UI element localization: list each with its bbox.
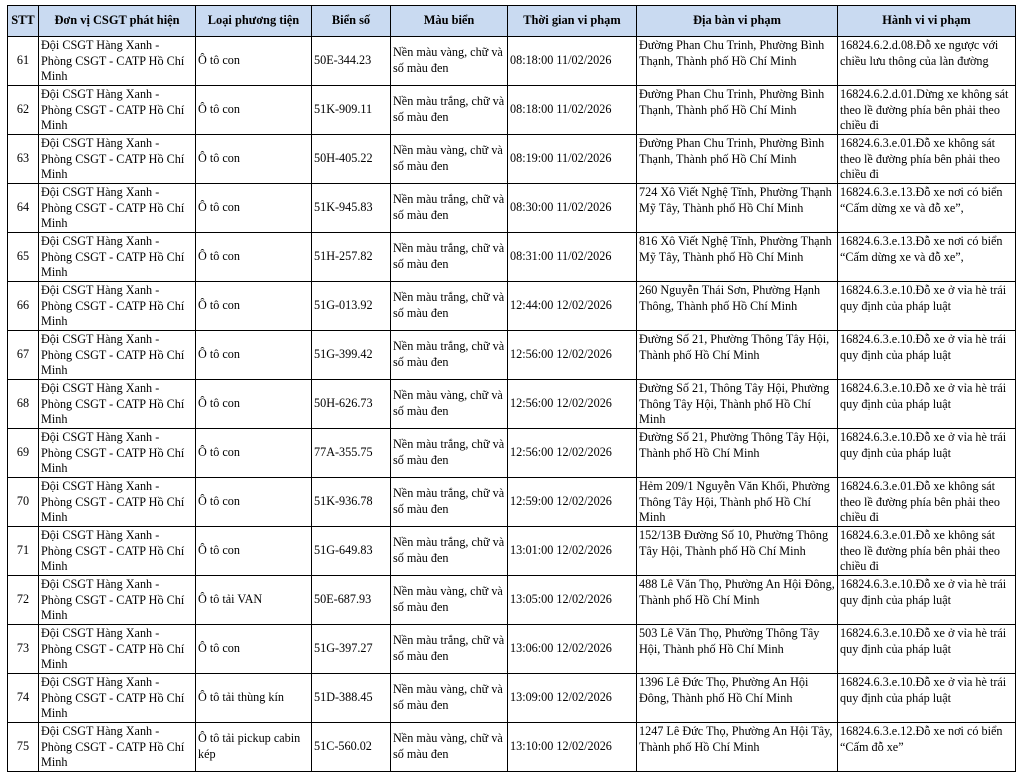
- cell-vehicle-type: [196, 380, 312, 429]
- cell-plate-color-text: Nền màu vàng, chữ và số màu đen: [393, 584, 503, 614]
- cell-vehicle-type-text: Ô tô con: [198, 641, 240, 656]
- cell-vehicle-type: [196, 429, 312, 478]
- cell-unit: [39, 86, 196, 135]
- cell-location-text: 260 Nguyễn Thái Sơn, Phường Hạnh Thông, Thành phố Hồ Chí Minh: [639, 283, 821, 313]
- cell-plate-color-text: Nền màu vàng, chữ và số màu đen: [393, 388, 503, 418]
- cell-vehicle-type-text: Ô tô tải VAN: [198, 592, 263, 607]
- cell-plate-color: [391, 331, 508, 380]
- cell-location-text: 503 Lê Văn Thọ, Phường Thông Tây Hội, Thành phố Hồ Chí Minh: [639, 626, 820, 656]
- cell-plate-text: 51G-013.92: [314, 298, 373, 313]
- cell-violation-text: 16824.6.3.e.12.Đỗ xe nơi có biển “Cấm đỗ xe”: [840, 724, 1003, 754]
- cell-time-text: 08:18:00 11/02/2026: [510, 102, 612, 117]
- cell-plate-color-text: Nền màu vàng, chữ và số màu đen: [393, 731, 503, 761]
- cell-plate-color: [391, 233, 508, 282]
- cell-time: [508, 380, 637, 429]
- cell-violation-text: 16824.6.3.e.10.Đỗ xe ở vỉa hè trái quy định của pháp luật: [840, 577, 1007, 607]
- cell-stt-text: 64: [16, 200, 30, 215]
- cell-plate-text: 77A-355.75: [314, 445, 373, 460]
- cell-plate-color-text: Nền màu trắng, chữ và số màu đen: [393, 339, 505, 369]
- cell-vehicle-type: [196, 625, 312, 674]
- cell-plate-color-text: Nền màu vàng, chữ và số màu đen: [393, 682, 503, 712]
- cell-plate-color: [391, 674, 508, 723]
- cell-stt: [8, 233, 39, 282]
- header-stt: STT: [8, 6, 39, 37]
- cell-location: [637, 184, 838, 233]
- cell-plate-color-text: Nền màu trắng, chữ và số màu đen: [393, 486, 505, 516]
- cell-violation: [838, 184, 1016, 233]
- cell-location: [637, 380, 838, 429]
- cell-violation: [838, 429, 1016, 478]
- cell-vehicle-type: [196, 184, 312, 233]
- cell-unit-text: Đội CSGT Hàng Xanh - Phòng CSGT - CATP Hồ Chí Minh: [41, 87, 185, 133]
- table-row: [8, 723, 1016, 772]
- cell-stt: [8, 37, 39, 86]
- cell-vehicle-type-text: Ô tô con: [198, 151, 240, 166]
- cell-location-text: 1247 Lê Đức Thọ, Phường An Hội Tây, Thành phố Hồ Chí Minh: [639, 724, 833, 754]
- cell-violation: [838, 478, 1016, 527]
- cell-violation: [838, 380, 1016, 429]
- cell-unit: [39, 331, 196, 380]
- cell-plate: [312, 576, 391, 625]
- cell-vehicle-type-text: Ô tô con: [198, 102, 240, 117]
- cell-unit-text: Đội CSGT Hàng Xanh - Phòng CSGT - CATP Hồ Chí Minh: [41, 332, 185, 378]
- cell-location-text: 488 Lê Văn Thọ, Phường An Hội Đông, Thành phố Hồ Chí Minh: [639, 577, 835, 607]
- cell-violation-text: 16824.6.3.e.10.Đỗ xe ở vỉa hè trái quy định của pháp luật: [840, 626, 1007, 656]
- cell-unit-text: Đội CSGT Hàng Xanh - Phòng CSGT - CATP Hồ Chí Minh: [41, 38, 185, 84]
- cell-time-text: 12:59:00 12/02/2026: [510, 494, 612, 509]
- cell-violation: [838, 86, 1016, 135]
- cell-stt: [8, 282, 39, 331]
- cell-unit: [39, 674, 196, 723]
- cell-plate: [312, 674, 391, 723]
- table-row: [8, 674, 1016, 723]
- cell-plate-text: 50H-405.22: [314, 151, 373, 166]
- table-row: [8, 331, 1016, 380]
- cell-location-text: 152/13B Đường Số 10, Phường Thông Tây Hội, Thành phố Hồ Chí Minh: [639, 528, 829, 558]
- table-row: [8, 135, 1016, 184]
- cell-location: [637, 576, 838, 625]
- violations-table: [7, 5, 1016, 772]
- cell-time-text: 12:56:00 12/02/2026: [510, 396, 612, 411]
- cell-plate: [312, 233, 391, 282]
- cell-stt: [8, 527, 39, 576]
- cell-violation: [838, 674, 1016, 723]
- cell-time: [508, 331, 637, 380]
- cell-plate-color-text: Nền màu trắng, chữ và số màu đen: [393, 192, 505, 222]
- cell-location: [637, 527, 838, 576]
- cell-stt: [8, 674, 39, 723]
- cell-vehicle-type: [196, 135, 312, 184]
- header-unit: Đơn vị CSGT phát hiện: [39, 6, 196, 37]
- cell-stt-text: 67: [16, 347, 30, 362]
- cell-plate: [312, 184, 391, 233]
- cell-location-text: Hẻm 209/1 Nguyễn Văn Khối, Phường Thông Tây Hội, Thành phố Hồ Chí Minh: [639, 479, 830, 525]
- cell-unit: [39, 37, 196, 86]
- cell-violation: [838, 282, 1016, 331]
- cell-unit-text: Đội CSGT Hàng Xanh - Phòng CSGT - CATP Hồ Chí Minh: [41, 430, 185, 476]
- cell-vehicle-type: [196, 478, 312, 527]
- cell-plate-color-text: Nền màu trắng, chữ và số màu đen: [393, 633, 505, 663]
- cell-violation: [838, 576, 1016, 625]
- cell-vehicle-type-text: Ô tô tải pickup cabin kép: [198, 731, 301, 761]
- table-row: [8, 625, 1016, 674]
- cell-violation-text: 16824.6.3.e.13.Đỗ xe nơi có biển “Cấm dừng xe và đỗ xe”,: [840, 185, 1003, 215]
- cell-violation: [838, 527, 1016, 576]
- cell-vehicle-type-text: Ô tô con: [198, 249, 240, 264]
- cell-location: [637, 331, 838, 380]
- cell-unit-text: Đội CSGT Hàng Xanh - Phòng CSGT - CATP Hồ Chí Minh: [41, 675, 185, 721]
- header-time: Thời gian vi phạm: [508, 6, 637, 37]
- cell-stt: [8, 380, 39, 429]
- cell-plate-color-text: Nền màu vàng, chữ và số màu đen: [393, 45, 503, 75]
- cell-location-text: Đường Số 21, Phường Thông Tây Hội, Thành phố Hồ Chí Minh: [639, 430, 830, 460]
- cell-plate: [312, 86, 391, 135]
- cell-unit: [39, 282, 196, 331]
- cell-violation-text: 16824.6.3.e.01.Đỗ xe không sát theo lề đường phía bên phải theo chiều đi: [840, 479, 1000, 525]
- cell-time: [508, 478, 637, 527]
- cell-plate-color: [391, 723, 508, 772]
- cell-violation-text: 16824.6.3.e.10.Đỗ xe ở vỉa hè trái quy định của pháp luật: [840, 283, 1007, 313]
- header-vehicle-type: Loại phương tiện: [196, 6, 312, 37]
- cell-stt-text: 61: [16, 53, 30, 68]
- table-row: [8, 37, 1016, 86]
- cell-location-text: Đường Phan Chu Trinh, Phường Bình Thạnh, Thành phố Hồ Chí Minh: [639, 38, 825, 68]
- cell-location: [637, 86, 838, 135]
- cell-violation-text: 16824.6.3.e.10.Đỗ xe ở vỉa hè trái quy định của pháp luật: [840, 332, 1007, 362]
- cell-vehicle-type-text: Ô tô con: [198, 396, 240, 411]
- cell-time: [508, 576, 637, 625]
- cell-stt-text: 63: [16, 151, 30, 166]
- cell-location-text: Đường Phan Chu Trinh, Phường Bình Thạnh, Thành phố Hồ Chí Minh: [639, 87, 825, 117]
- cell-unit: [39, 429, 196, 478]
- cell-stt-text: 73: [16, 641, 30, 656]
- cell-plate: [312, 478, 391, 527]
- cell-location: [637, 478, 838, 527]
- cell-violation: [838, 331, 1016, 380]
- cell-vehicle-type-text: Ô tô con: [198, 445, 240, 460]
- cell-plate-color: [391, 527, 508, 576]
- cell-location: [637, 429, 838, 478]
- cell-plate-color: [391, 282, 508, 331]
- cell-time-text: 13:05:00 12/02/2026: [510, 592, 612, 607]
- cell-plate-text: 51G-397.27: [314, 641, 373, 656]
- cell-time-text: 13:10:00 12/02/2026: [510, 739, 612, 754]
- cell-time: [508, 625, 637, 674]
- cell-stt-text: 72: [16, 592, 30, 607]
- cell-unit: [39, 233, 196, 282]
- cell-plate: [312, 331, 391, 380]
- cell-unit: [39, 527, 196, 576]
- cell-time: [508, 135, 637, 184]
- header-violation: Hành vi vi phạm: [838, 6, 1016, 37]
- cell-stt: [8, 86, 39, 135]
- cell-violation: [838, 233, 1016, 282]
- cell-time: [508, 282, 637, 331]
- cell-unit: [39, 135, 196, 184]
- cell-stt-text: 71: [16, 543, 30, 558]
- cell-violation-text: 16824.6.3.e.10.Đỗ xe ở vỉa hè trái quy định của pháp luật: [840, 430, 1007, 460]
- table-body: [8, 37, 1016, 772]
- cell-plate-color: [391, 625, 508, 674]
- cell-time-text: 12:56:00 12/02/2026: [510, 445, 612, 460]
- header-location: Địa bàn vi phạm: [637, 6, 838, 37]
- cell-location: [637, 233, 838, 282]
- cell-unit-text: Đội CSGT Hàng Xanh - Phòng CSGT - CATP Hồ Chí Minh: [41, 626, 185, 672]
- cell-time-text: 13:06:00 12/02/2026: [510, 641, 612, 656]
- cell-plate-color-text: Nền màu trắng, chữ và số màu đen: [393, 535, 505, 565]
- cell-stt: [8, 625, 39, 674]
- cell-vehicle-type: [196, 86, 312, 135]
- cell-time-text: 08:31:00 11/02/2026: [510, 249, 612, 264]
- cell-plate-text: 50E-344.23: [314, 53, 372, 68]
- cell-plate-text: 51C-560.02: [314, 739, 372, 754]
- cell-plate-color: [391, 135, 508, 184]
- cell-location: [637, 625, 838, 674]
- cell-time-text: 13:09:00 12/02/2026: [510, 690, 612, 705]
- cell-location: [637, 135, 838, 184]
- cell-unit: [39, 478, 196, 527]
- cell-vehicle-type: [196, 674, 312, 723]
- cell-unit-text: Đội CSGT Hàng Xanh - Phòng CSGT - CATP Hồ Chí Minh: [41, 528, 185, 574]
- cell-unit-text: Đội CSGT Hàng Xanh - Phòng CSGT - CATP Hồ Chí Minh: [41, 577, 185, 623]
- cell-stt-text: 74: [16, 690, 30, 705]
- cell-unit: [39, 380, 196, 429]
- cell-plate-text: 50H-626.73: [314, 396, 373, 411]
- cell-time: [508, 184, 637, 233]
- cell-location-text: Đường Phan Chu Trinh, Phường Bình Thạnh, Thành phố Hồ Chí Minh: [639, 136, 825, 166]
- cell-stt-text: 66: [16, 298, 30, 313]
- cell-time-text: 08:30:00 11/02/2026: [510, 200, 612, 215]
- cell-stt-text: 70: [16, 494, 30, 509]
- cell-plate-color: [391, 184, 508, 233]
- cell-violation: [838, 723, 1016, 772]
- cell-violation-text: 16824.6.3.e.01.Đỗ xe không sát theo lề đường phía bên phải theo chiều đi: [840, 136, 1000, 182]
- cell-unit: [39, 625, 196, 674]
- cell-vehicle-type-text: Ô tô tải thùng kín: [198, 690, 284, 705]
- cell-time-text: 13:01:00 12/02/2026: [510, 543, 612, 558]
- cell-time: [508, 674, 637, 723]
- cell-stt-text: 65: [16, 249, 30, 264]
- table-row: [8, 184, 1016, 233]
- cell-vehicle-type: [196, 527, 312, 576]
- cell-unit-text: Đội CSGT Hàng Xanh - Phòng CSGT - CATP Hồ Chí Minh: [41, 136, 185, 182]
- cell-stt-text: 69: [16, 445, 30, 460]
- cell-plate-text: 50E-687.93: [314, 592, 372, 607]
- cell-vehicle-type-text: Ô tô con: [198, 298, 240, 313]
- cell-plate: [312, 527, 391, 576]
- cell-unit-text: Đội CSGT Hàng Xanh - Phòng CSGT - CATP Hồ Chí Minh: [41, 724, 185, 770]
- header-plate-color: Màu biển: [391, 6, 508, 37]
- table-row: [8, 478, 1016, 527]
- cell-plate: [312, 282, 391, 331]
- header-plate: Biển số: [312, 6, 391, 37]
- violations-table-container: [7, 5, 1016, 772]
- cell-plate-color: [391, 380, 508, 429]
- cell-vehicle-type: [196, 723, 312, 772]
- cell-unit: [39, 576, 196, 625]
- table-row: [8, 282, 1016, 331]
- cell-plate: [312, 723, 391, 772]
- cell-violation-text: 16824.6.3.e.01.Đỗ xe không sát theo lề đường phía bên phải theo chiều đi: [840, 528, 1000, 574]
- cell-vehicle-type-text: Ô tô con: [198, 200, 240, 215]
- cell-plate-color-text: Nền màu trắng, chữ và số màu đen: [393, 437, 505, 467]
- cell-vehicle-type: [196, 282, 312, 331]
- cell-plate-color: [391, 86, 508, 135]
- cell-stt: [8, 135, 39, 184]
- cell-plate-text: 51G-399.42: [314, 347, 373, 362]
- cell-plate-color-text: Nền màu trắng, chữ và số màu đen: [393, 241, 505, 271]
- cell-time-text: 08:19:00 11/02/2026: [510, 151, 612, 166]
- cell-plate-text: 51K-909.11: [314, 102, 373, 117]
- table-row: [8, 86, 1016, 135]
- cell-vehicle-type: [196, 37, 312, 86]
- cell-plate-color: [391, 576, 508, 625]
- cell-plate-color: [391, 478, 508, 527]
- cell-stt: [8, 429, 39, 478]
- table-row: [8, 233, 1016, 282]
- cell-plate: [312, 380, 391, 429]
- cell-violation-text: 16824.6.3.e.10.Đỗ xe ở vỉa hè trái quy định của pháp luật: [840, 675, 1007, 705]
- cell-plate-text: 51H-257.82: [314, 249, 373, 264]
- cell-unit-text: Đội CSGT Hàng Xanh - Phòng CSGT - CATP Hồ Chí Minh: [41, 381, 185, 427]
- cell-stt-text: 75: [16, 739, 30, 754]
- cell-plate: [312, 625, 391, 674]
- header-row: [8, 6, 1016, 37]
- cell-location: [637, 723, 838, 772]
- cell-stt: [8, 184, 39, 233]
- cell-vehicle-type: [196, 576, 312, 625]
- cell-stt-text: 68: [16, 396, 30, 411]
- table-row: [8, 380, 1016, 429]
- cell-unit: [39, 723, 196, 772]
- cell-plate-text: 51K-945.83: [314, 200, 373, 215]
- table-row: [8, 576, 1016, 625]
- cell-vehicle-type-text: Ô tô con: [198, 494, 240, 509]
- cell-violation: [838, 135, 1016, 184]
- cell-unit-text: Đội CSGT Hàng Xanh - Phòng CSGT - CATP Hồ Chí Minh: [41, 479, 185, 525]
- cell-vehicle-type-text: Ô tô con: [198, 543, 240, 558]
- cell-stt: [8, 331, 39, 380]
- cell-time: [508, 723, 637, 772]
- cell-stt: [8, 576, 39, 625]
- cell-violation-text: 16824.6.3.e.10.Đỗ xe ở vỉa hè trái quy định của pháp luật: [840, 381, 1007, 411]
- cell-violation-text: 16824.6.2.d.08.Đỗ xe ngược với chiều lưu thông của làn đường: [840, 38, 999, 68]
- cell-plate-color-text: Nền màu vàng, chữ và số màu đen: [393, 143, 503, 173]
- cell-plate-text: 51D-388.45: [314, 690, 373, 705]
- cell-location-text: 724 Xô Viết Nghệ Tĩnh, Phường Thạnh Mỹ Tây, Thành phố Hồ Chí Minh: [639, 185, 832, 215]
- cell-violation: [838, 625, 1016, 674]
- cell-vehicle-type-text: Ô tô con: [198, 347, 240, 362]
- cell-time-text: 08:18:00 11/02/2026: [510, 53, 612, 68]
- cell-location-text: Đường Số 21, Phường Thông Tây Hội, Thành phố Hồ Chí Minh: [639, 332, 830, 362]
- cell-plate: [312, 135, 391, 184]
- cell-unit-text: Đội CSGT Hàng Xanh - Phòng CSGT - CATP Hồ Chí Minh: [41, 185, 185, 231]
- cell-location: [637, 37, 838, 86]
- cell-unit: [39, 184, 196, 233]
- cell-time: [508, 233, 637, 282]
- cell-violation-text: 16824.6.2.d.01.Dừng xe không sát theo lề đường phía bên phải theo chiều đi: [840, 87, 1009, 133]
- cell-plate: [312, 37, 391, 86]
- cell-location-text: 1396 Lê Đức Thọ, Phường An Hội Đông, Thành phố Hồ Chí Minh: [639, 675, 809, 705]
- cell-vehicle-type-text: Ô tô con: [198, 53, 240, 68]
- cell-vehicle-type: [196, 331, 312, 380]
- cell-plate: [312, 429, 391, 478]
- table-row: [8, 527, 1016, 576]
- cell-plate-color: [391, 429, 508, 478]
- cell-stt: [8, 478, 39, 527]
- cell-plate-text: 51G-649.83: [314, 543, 373, 558]
- cell-location: [637, 282, 838, 331]
- cell-stt-text: 62: [16, 102, 30, 117]
- cell-time-text: 12:56:00 12/02/2026: [510, 347, 612, 362]
- cell-time: [508, 429, 637, 478]
- cell-plate-text: 51K-936.78: [314, 494, 373, 509]
- cell-time-text: 12:44:00 12/02/2026: [510, 298, 612, 313]
- cell-violation-text: 16824.6.3.e.13.Đỗ xe nơi có biển “Cấm dừng xe và đỗ xe”,: [840, 234, 1003, 264]
- cell-location: [637, 674, 838, 723]
- table-row: [8, 429, 1016, 478]
- cell-vehicle-type: [196, 233, 312, 282]
- cell-time: [508, 527, 637, 576]
- cell-plate-color-text: Nền màu trắng, chữ và số màu đen: [393, 94, 505, 124]
- cell-time: [508, 86, 637, 135]
- cell-location-text: Đường Số 21, Thông Tây Hội, Phường Thông Tây Hội, Thành phố Hồ Chí Minh: [639, 381, 830, 427]
- cell-unit-text: Đội CSGT Hàng Xanh - Phòng CSGT - CATP Hồ Chí Minh: [41, 234, 185, 280]
- cell-unit-text: Đội CSGT Hàng Xanh - Phòng CSGT - CATP Hồ Chí Minh: [41, 283, 185, 329]
- cell-time: [508, 37, 637, 86]
- cell-plate-color-text: Nền màu trắng, chữ và số màu đen: [393, 290, 505, 320]
- cell-violation: [838, 37, 1016, 86]
- cell-plate-color: [391, 37, 508, 86]
- cell-stt: [8, 723, 39, 772]
- cell-location-text: 816 Xô Viết Nghệ Tĩnh, Phường Thạnh Mỹ Tây, Thành phố Hồ Chí Minh: [639, 234, 832, 264]
